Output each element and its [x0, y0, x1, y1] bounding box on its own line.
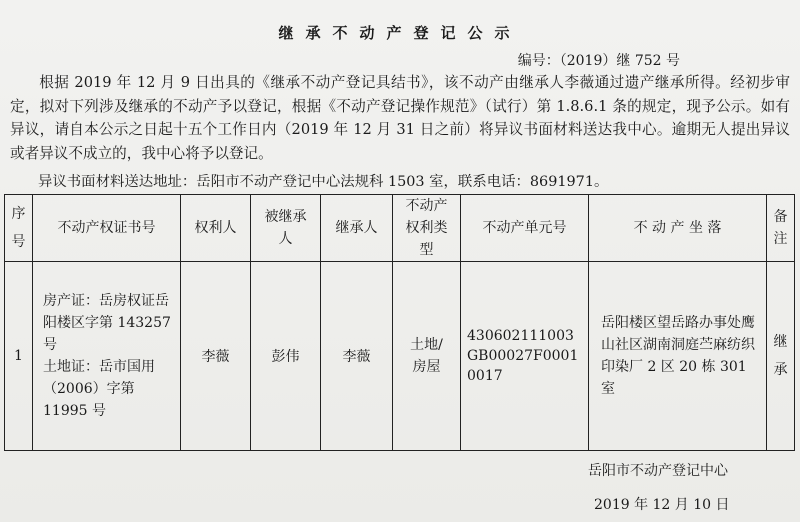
header-seq: 序号: [5, 195, 33, 262]
cell-remark: 继承: [767, 262, 795, 451]
cell-seq: 1: [5, 262, 33, 451]
header-decedent: 被继承人: [251, 195, 321, 262]
header-right-holder: 权利人: [181, 195, 251, 262]
notice-body: 根据 2019 年 12 月 9 日出具的《继承不动产登记具结书》，该不动产由继承人李薇通过遗产继承所得。经初步审定，拟对下列涉及继承的不动产予以登记，根据《不动产登记操作规范》（试行）第 1.8.6.1 条的规定，现予公示。如有异议，请自本公示之日起十五个工作日内（2019 年 12 月 31 日之前）将异议书面材料送达我中心。逾期无人提出异议或者异议不成立的，我中心将予以登记。: [10, 74, 790, 162]
issue-date: 2019 年 12 月 10 日: [594, 497, 730, 513]
notice-title: 继承不动产登记公示: [278, 24, 522, 42]
issuing-organization: 岳阳市不动产登记中心: [588, 463, 728, 479]
cell-location: 岳阳楼区望岳路办事处鹰山社区湖南洞庭苎麻纺织印染厂 2 区 20 栋 301 室: [589, 262, 767, 451]
header-heir: 继承人: [321, 195, 393, 262]
objection-address: 异议书面材料送达地址：岳阳市不动产登记中心法规科 1503 室，联系电话：8691971。: [38, 174, 609, 190]
cert-land: 土地证：岳市国用（2006）字第 11995 号: [43, 359, 155, 419]
property-table: [4, 194, 795, 451]
cell-heir: 李薇: [321, 262, 393, 451]
cert-house: 房产证：岳房权证岳阳楼区字第 143257 号: [43, 293, 171, 353]
cell-right-holder: 李薇: [181, 262, 251, 451]
header-right-type: 不动产权利类型: [393, 195, 461, 262]
cell-unit-no: 430602111003GB00027F00010017: [461, 262, 589, 451]
header-remark: 备注: [767, 195, 795, 262]
header-unit-no: 不动产单元号: [461, 195, 589, 262]
cell-right-type: 土地/房屋: [393, 262, 461, 451]
header-location: 不 动 产 坐 落: [589, 195, 767, 262]
table-row: [5, 262, 795, 451]
header-cert-no: 不动产权证书号: [33, 195, 181, 262]
table-header-row: [5, 195, 795, 262]
document-number: 编号：（2019）继 752 号: [517, 53, 680, 69]
cell-cert-no: [33, 262, 181, 451]
cell-decedent: 彭伟: [251, 262, 321, 451]
